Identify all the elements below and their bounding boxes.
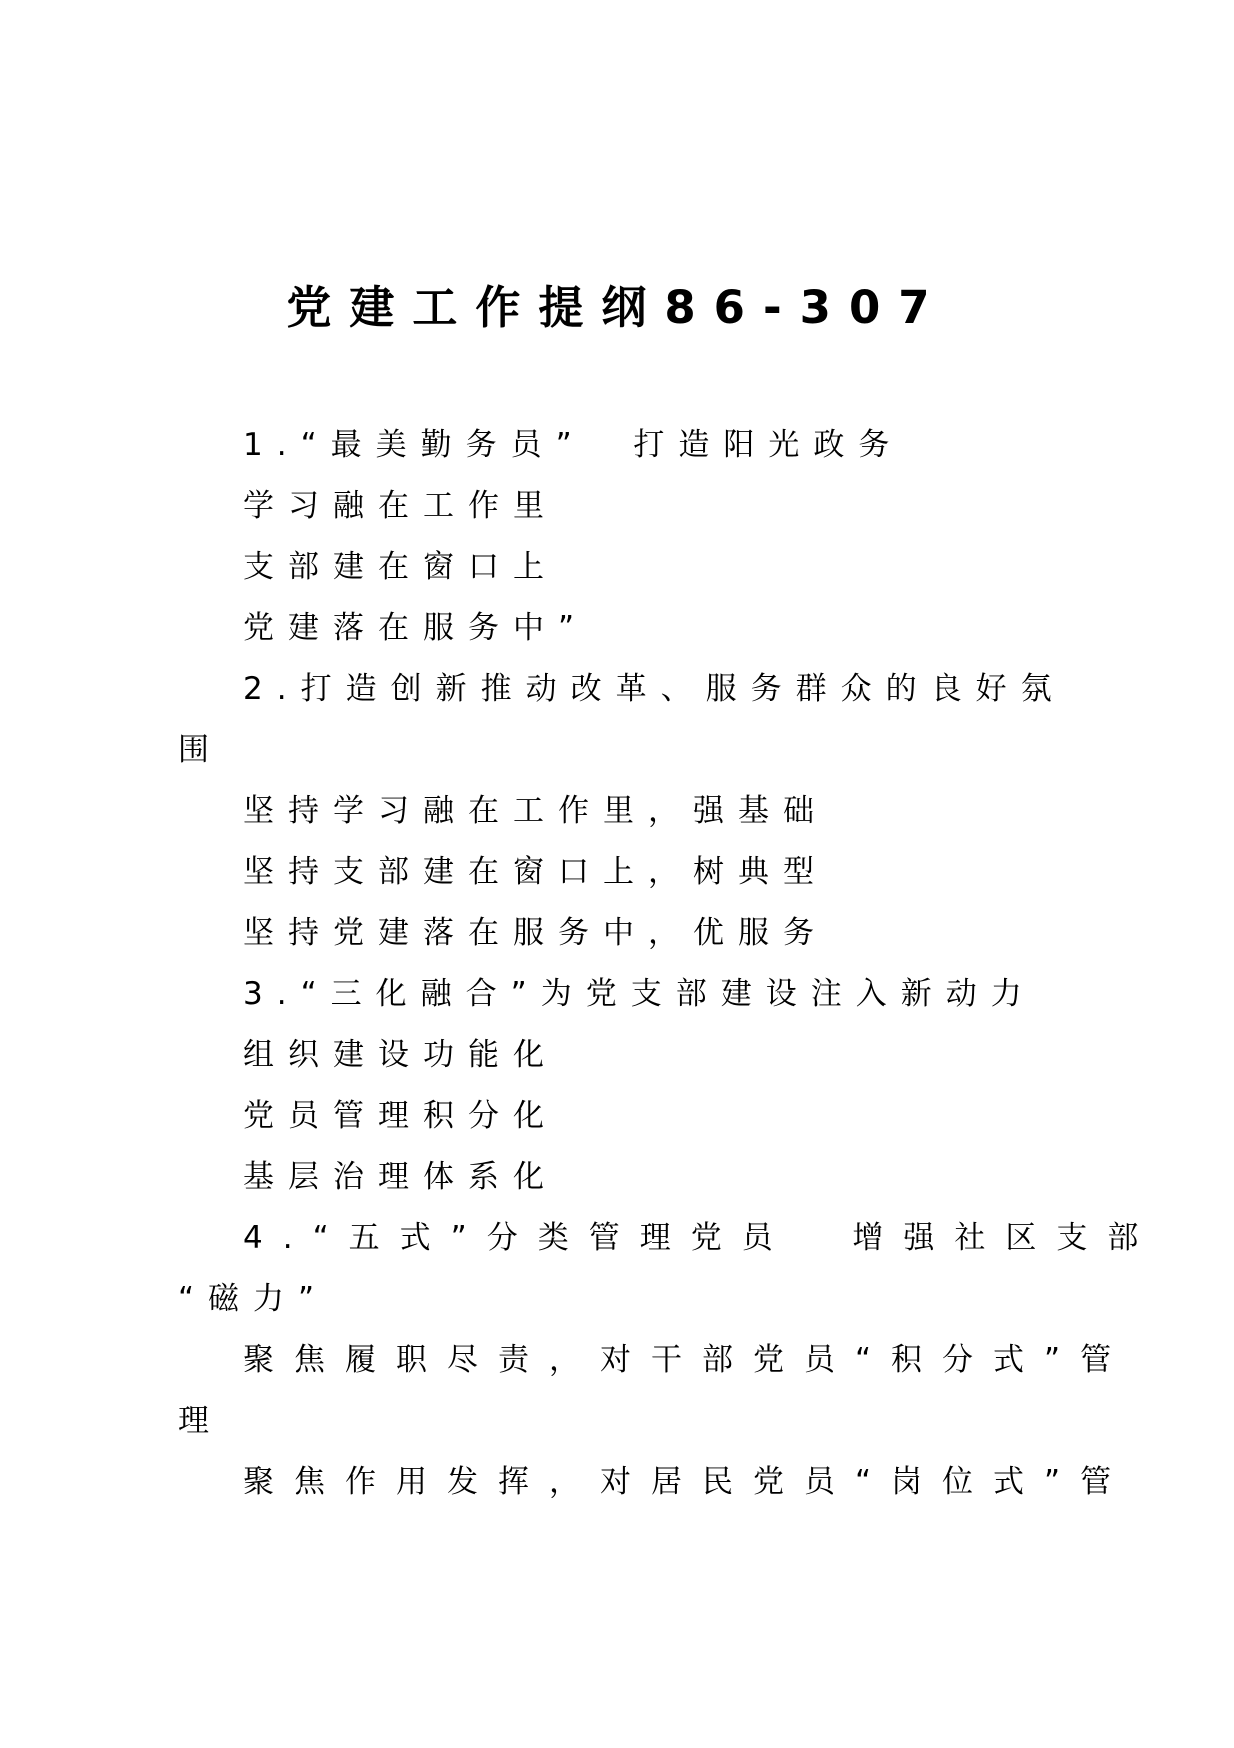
paragraph-line: 3.“三化融合”为党支部建设注入新动力: [243, 976, 1036, 1012]
paragraph-line: 学习融在工作里: [243, 488, 558, 524]
paragraph-line: 组织建设功能化: [243, 1037, 558, 1073]
paragraph-line: 围: [178, 732, 223, 768]
paragraph-line: 1.“最美勤务员” 打造阳光政务: [243, 427, 904, 463]
paragraph-line: 理: [178, 1403, 223, 1439]
paragraph-line: 聚焦履职尽责，对干部党员“积分式”管: [243, 1342, 1132, 1378]
paragraph-line: 2.打造创新推动改革、服务群众的良好氛: [243, 671, 1066, 707]
paragraph-line: 支部建在窗口上: [243, 549, 558, 585]
paragraph-line: 党员管理积分化: [243, 1098, 558, 1134]
paragraph-line: 基层治理体系化: [243, 1159, 558, 1195]
document-title: 党建工作提纲86-307: [286, 281, 948, 334]
paragraph-line: 4.“五式”分类管理党员 增强社区支部: [243, 1220, 1159, 1256]
paragraph-line: “磁力”: [178, 1281, 329, 1317]
paragraph-line: 聚焦作用发挥，对居民党员“岗位式”管: [243, 1464, 1132, 1500]
document-body: [178, 415, 1159, 1513]
paragraph-line: 坚持支部建在窗口上，树典型: [243, 854, 828, 890]
paragraph-line: 坚持学习融在工作里，强基础: [243, 793, 828, 829]
paragraph-line: 坚持党建落在服务中，优服务: [243, 915, 828, 951]
paragraph-line: 党建落在服务中”: [243, 610, 589, 646]
